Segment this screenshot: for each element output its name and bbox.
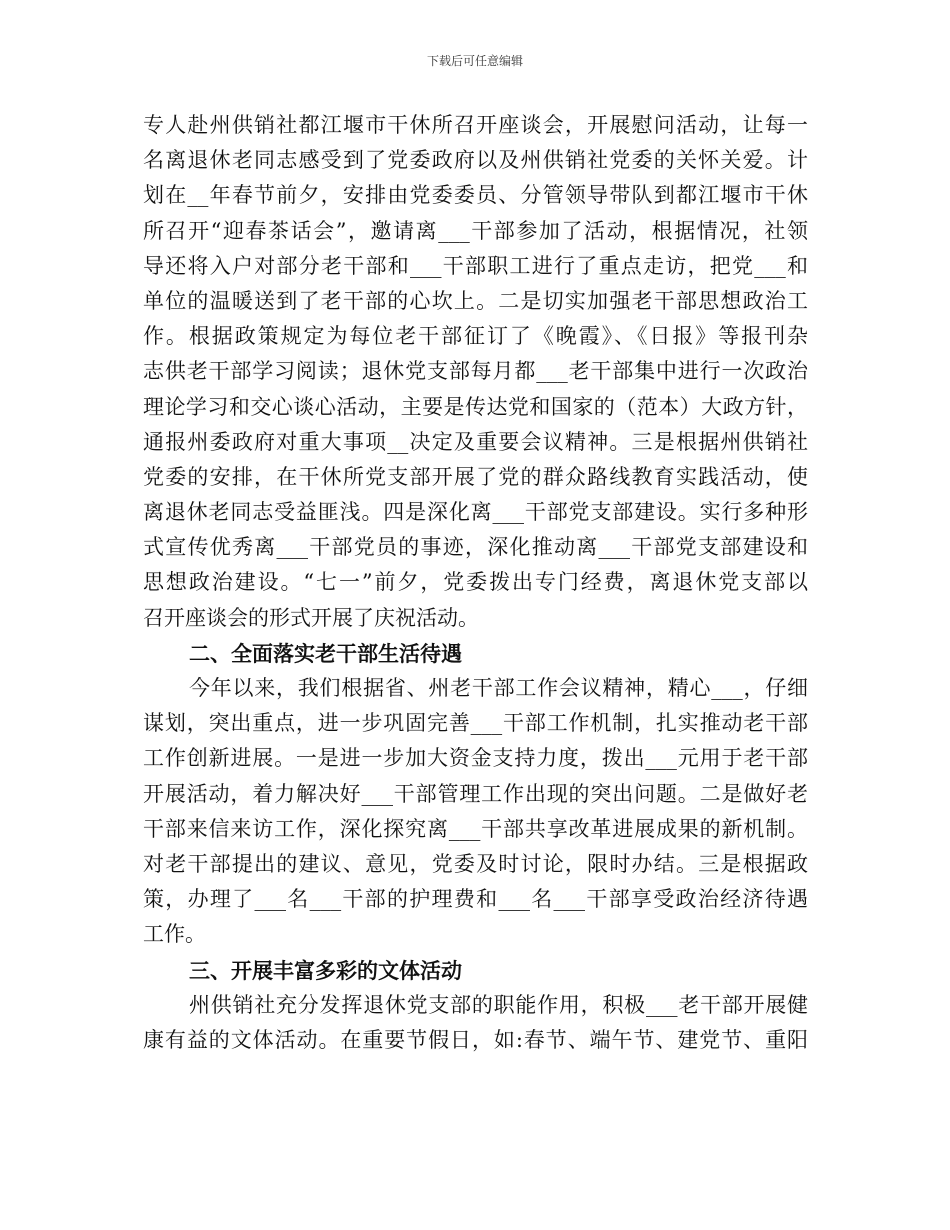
body-line: 所召开“迎春茶话会”，邀请离___干部参加了活动，根据情况，社领: [143, 218, 808, 243]
body-line: 谋划，突出重点，进一步巩固完善___干部工作机制，扎实推动老干部: [143, 711, 808, 736]
body-line: 名离退休老同志感受到了党委政府以及州供销社党委的关怀关爱。计: [143, 148, 808, 173]
body-line: 今年以来，我们根据省、州老干部工作会议精神，精心___，仔细: [189, 676, 808, 700]
body-line: 专人赴州供销社都江堰市干休所召开座谈会，开展慰问活动，让每一: [143, 113, 808, 137]
body-line: 式宣传优秀离___干部党员的事迹，深化推动离___干部党支部建设和: [143, 535, 808, 560]
body-line: 州供销社充分发挥退休党支部的职能作用，积极___老干部开展健: [189, 992, 808, 1017]
page-header-note: 下载后可任意编辑: [426, 54, 523, 68]
section-heading-2: 二、全面落实老干部生活待遇: [189, 640, 462, 666]
body-line: 作。根据政策规定为每位老干部征订了《晚霞》、《日报》等报刊杂: [143, 324, 808, 349]
section-heading-3: 三、开展丰富多彩的文体活动: [189, 957, 462, 983]
body-line: 理论学习和交心谈心活动，主要是传达党和国家的（范本）大政方针，: [143, 394, 808, 419]
body-line: 离退休老同志受益匪浅。四是深化离___干部党支部建设。实行多种形: [143, 500, 808, 525]
body-line: 康有益的文体活动。在重要节假日，如:春节、端午节、建党节、重阳: [143, 1027, 808, 1052]
document-body: [143, 108, 808, 1058]
body-line: 导还将入户对部分老干部和___干部职工进行了重点走访，把党___和: [143, 253, 808, 278]
body-line: 划在__年春节前夕，安排由党委委员、分管领导带队到都江堰市干休: [143, 183, 808, 208]
body-line: 单位的温暖送到了老干部的心坎上。二是切实加强老干部思想政治工: [143, 288, 808, 313]
body-line: 策，办理了___名___干部的护理费和___名___干部享受政治经济待遇: [143, 887, 808, 912]
body-line: 思想政治建设。“七一”前夕，党委拨出专门经费，离退休党支部以: [143, 570, 808, 595]
body-line: 党委的安排，在干休所党支部开展了党的群众路线教育实践活动，使: [143, 464, 808, 489]
body-line: 召开座谈会的形式开展了庆祝活动。: [143, 605, 479, 630]
body-line: 志供老干部学习阅读；退休党支部每月都___老干部集中进行一次政治: [143, 359, 808, 384]
body-line: 工作。: [143, 922, 206, 947]
body-line: 工作创新进展。一是进一步加大资金支持力度，拨出___元用于老干部: [143, 746, 808, 771]
body-line: 开展活动，着力解决好___干部管理工作出现的突出问题。二是做好老: [143, 781, 808, 806]
body-line: 通报州委政府对重大事项__决定及重要会议精神。三是根据州供销社: [143, 429, 808, 454]
body-line: 对老干部提出的建议、意见，党委及时讨论，限时办结。三是根据政: [143, 851, 808, 876]
body-line: 干部来信来访工作，深化探究离___干部共享改革进展成果的新机制。: [143, 816, 808, 841]
